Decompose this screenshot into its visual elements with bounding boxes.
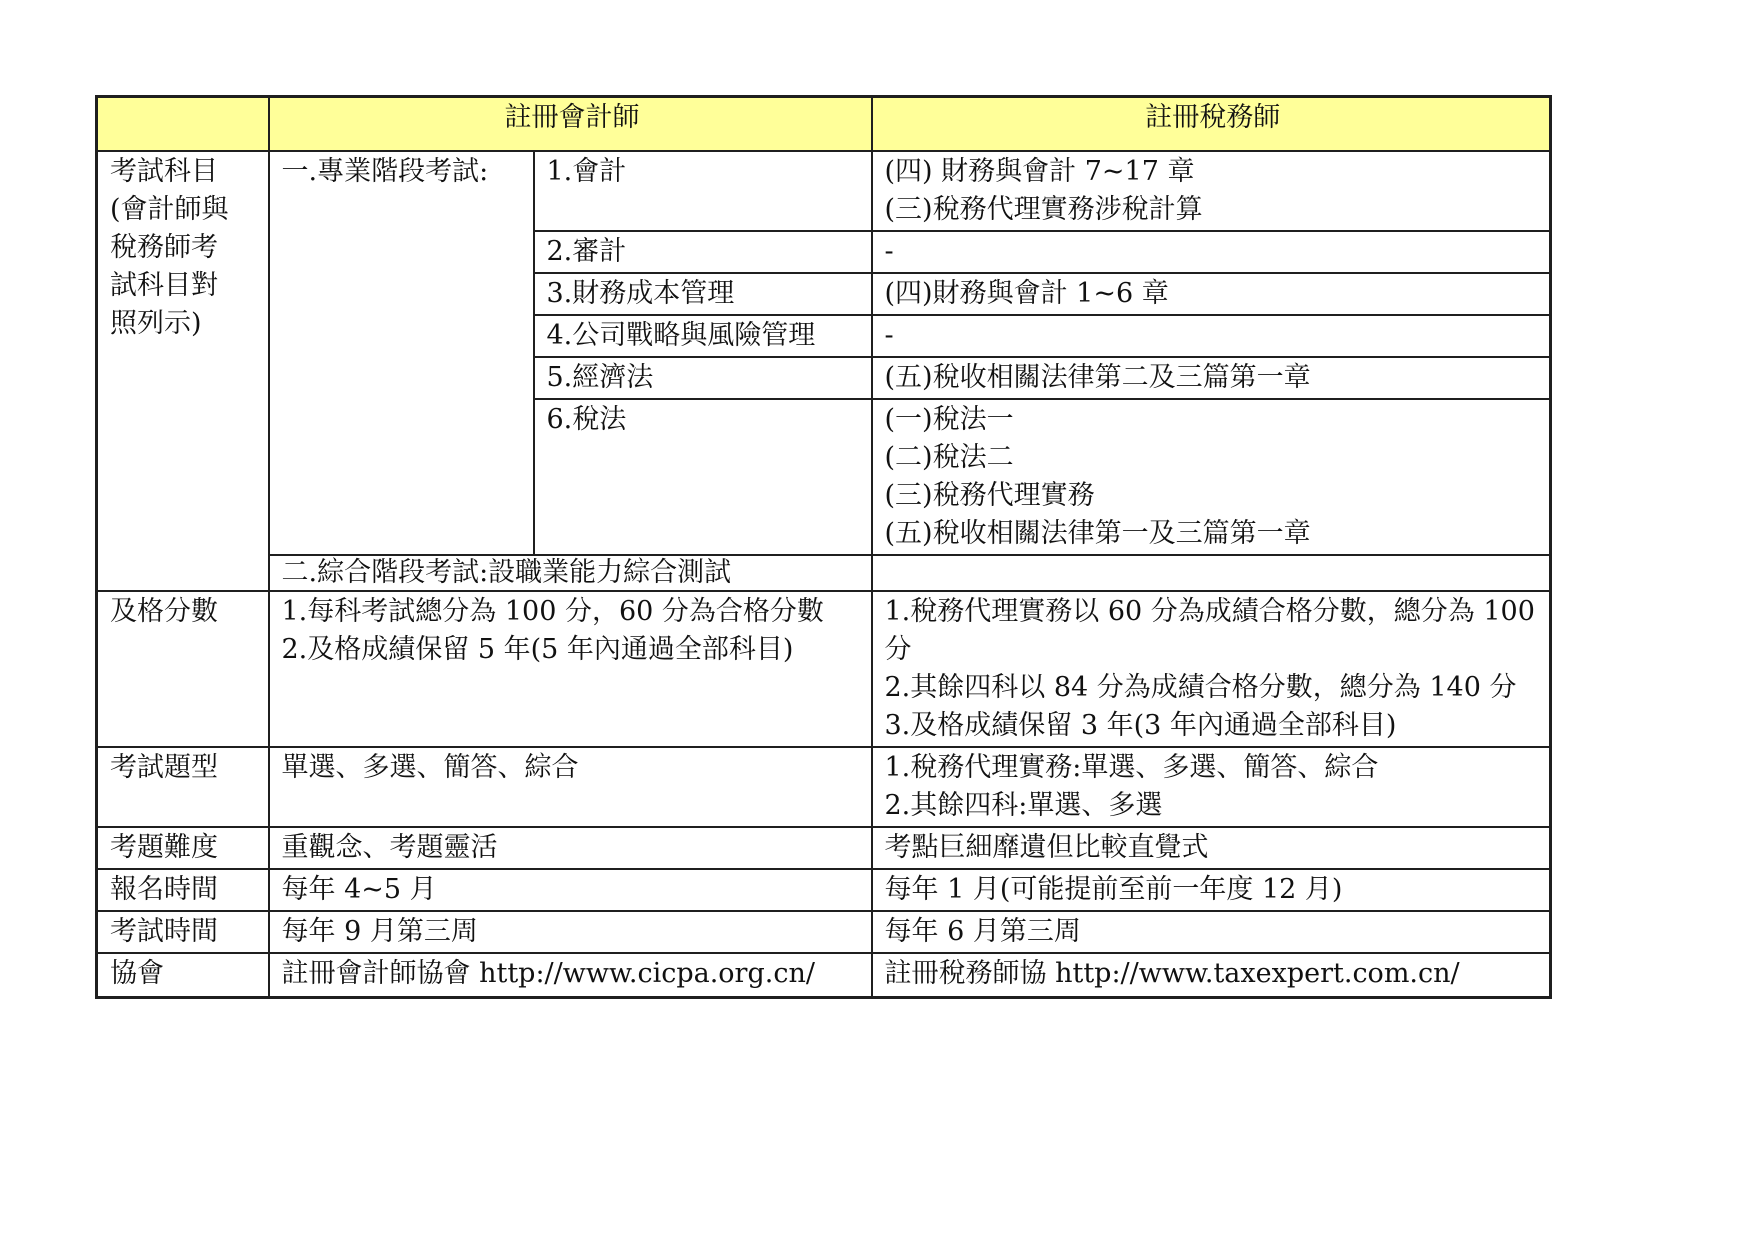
header-empty-cell	[97, 97, 269, 152]
table-row	[97, 591, 1551, 747]
row-label-difficulty: 考題難度	[97, 827, 269, 869]
table-row-stage2	[97, 555, 1551, 591]
label-line: 試科目對	[110, 270, 218, 301]
cell-difficulty-tax: 考點巨細靡遺但比較直覺式	[872, 827, 1551, 869]
table-row	[97, 869, 1551, 911]
label-line: 照列示)	[110, 308, 202, 339]
cell-tax-mapping-financial-management: (四)財務與會計 1~6 章	[872, 273, 1551, 315]
cell-question-types-tax: 1.稅務代理實務:單選、多選、簡答、綜合 2.其餘四科:單選、多選	[872, 747, 1551, 827]
cell-difficulty-cpa: 重觀念、考題靈活	[269, 827, 872, 869]
row-label-association: 協會	[97, 953, 269, 997]
row-label-exam-subjects	[97, 151, 269, 591]
cell-tax-mapping-auditing: -	[872, 231, 1551, 273]
cell-stage1-professional: 一.專業階段考試:	[269, 151, 534, 555]
cell-registration-time-cpa: 每年 4~5 月	[269, 869, 872, 911]
label-line: (會計師與	[110, 194, 229, 225]
header-cpa: 註冊會計師	[269, 97, 872, 152]
header-tax: 註冊稅務師	[872, 97, 1551, 152]
table-row	[97, 151, 1551, 231]
row-label-passing-score: 及格分數	[97, 591, 269, 747]
table-row	[97, 747, 1551, 827]
cell-tax-mapping-tax-law: (一)稅法一 (二)稅法二 (三)稅務代理實務 (五)稅收相關法律第一及三篇第一章	[872, 399, 1551, 555]
cell-stage2-tax-empty	[872, 555, 1551, 591]
table-row	[97, 953, 1551, 997]
cell-cpa-subject-auditing: 2.審計	[534, 231, 872, 273]
cell-cpa-subject-strategy-risk: 4.公司戰略與風險管理	[534, 315, 872, 357]
row-label-exam-time: 考試時間	[97, 911, 269, 953]
cell-cpa-subject-tax-law: 6.稅法	[534, 399, 872, 555]
cell-association-cpa: 註冊會計師協會 http://www.cicpa.org.cn/	[269, 953, 872, 997]
cell-registration-time-tax: 每年 1 月(可能提前至前一年度 12 月)	[872, 869, 1551, 911]
cell-passing-score-tax: 1.稅務代理實務以 60 分為成績合格分數，總分為 100 分 2.其餘四科以 84 分為成績合格分數，總分為 140 分 3.及格成績保留 3 年(3 年內通過全部科目)	[872, 591, 1551, 747]
cell-stage2-comprehensive: 二.綜合階段考試:設職業能力綜合測試	[269, 555, 872, 591]
cell-cpa-subject-economic-law: 5.經濟法	[534, 357, 872, 399]
row-label-question-types: 考試題型	[97, 747, 269, 827]
exam-comparison-table	[95, 95, 1552, 999]
cell-cpa-subject-financial-management: 3.財務成本管理	[534, 273, 872, 315]
row-label-registration-time: 報名時間	[97, 869, 269, 911]
cell-cpa-subject-accounting: 1.會計	[534, 151, 872, 231]
table-row	[97, 827, 1551, 869]
cell-association-tax: 註冊稅務師協 http://www.taxexpert.com.cn/	[872, 953, 1551, 997]
label-line: 稅務師考	[110, 232, 218, 263]
header-row	[97, 97, 1551, 152]
cell-tax-mapping-accounting: (四) 財務與會計 7~17 章 (三)稅務代理實務涉稅計算	[872, 151, 1551, 231]
cell-exam-time-tax: 每年 6 月第三周	[872, 911, 1551, 953]
cell-tax-mapping-strategy-risk: -	[872, 315, 1551, 357]
table-row	[97, 911, 1551, 953]
cell-tax-mapping-economic-law: (五)稅收相關法律第二及三篇第一章	[872, 357, 1551, 399]
cell-question-types-cpa: 單選、多選、簡答、綜合	[269, 747, 872, 827]
cell-passing-score-cpa: 1.每科考試總分為 100 分，60 分為合格分數 2.及格成績保留 5 年(5 年內通過全部科目)	[269, 591, 872, 747]
cell-exam-time-cpa: 每年 9 月第三周	[269, 911, 872, 953]
label-line: 考試科目	[110, 156, 218, 187]
